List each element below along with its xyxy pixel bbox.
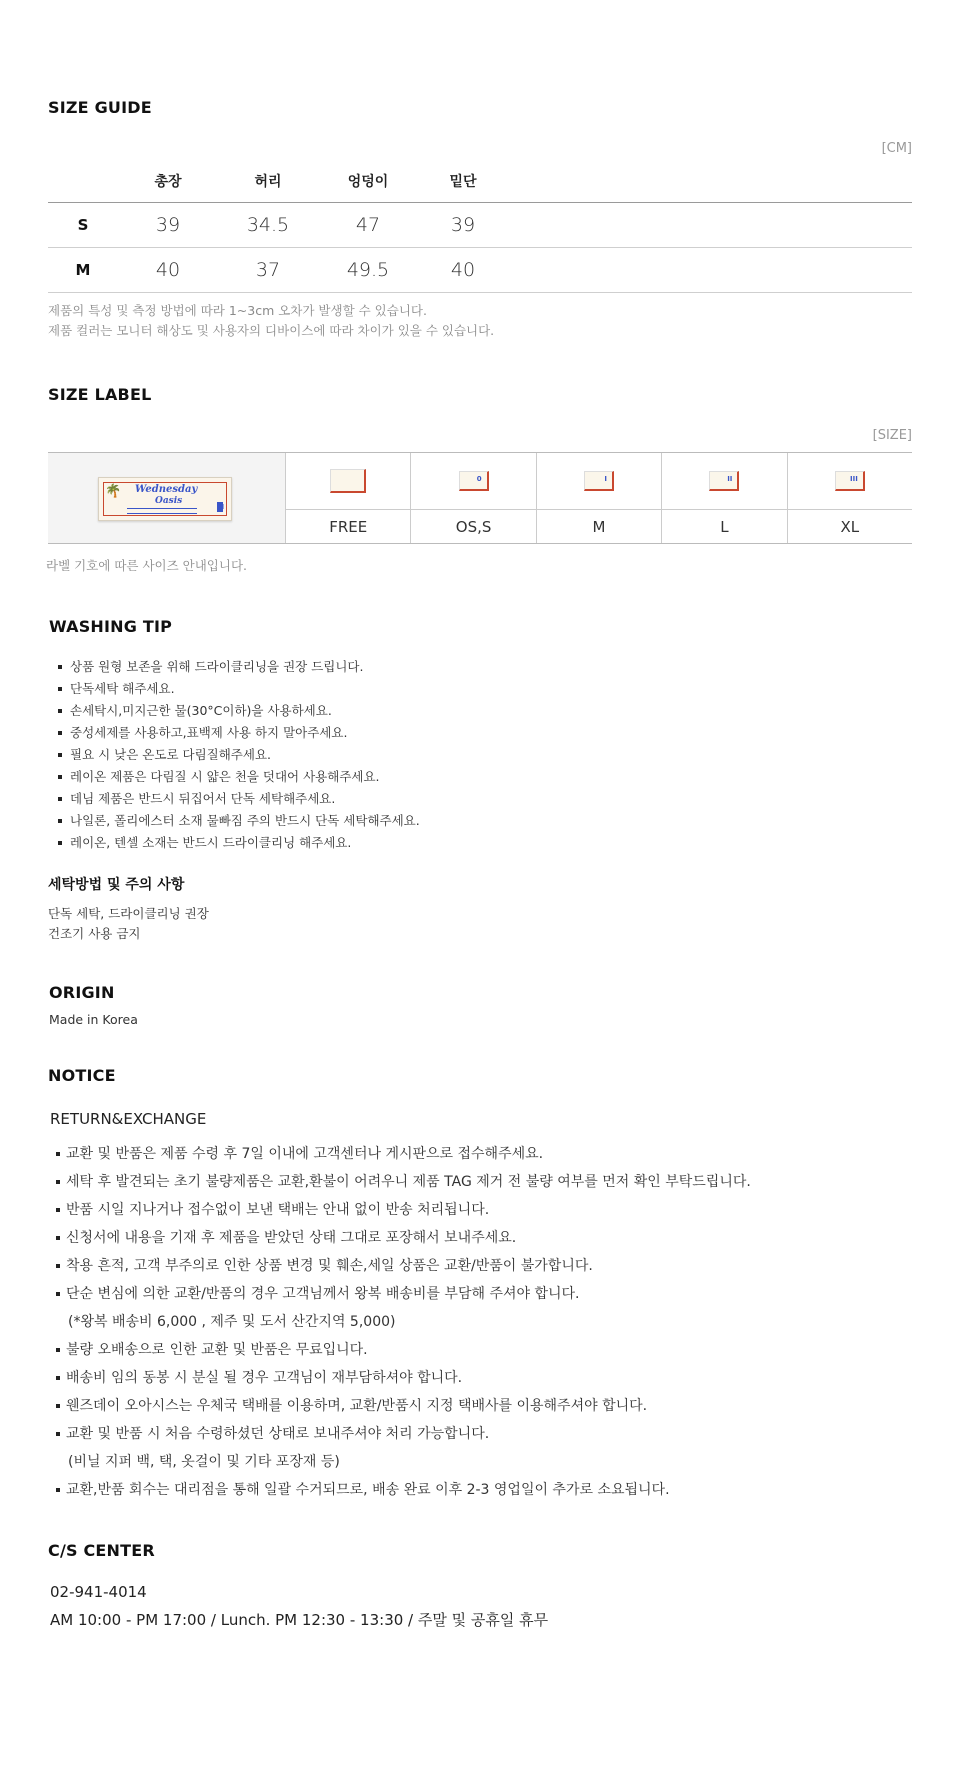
- size-label-col-m: [537, 453, 662, 543]
- care-title: 세탁방법 및 주의 사항: [48, 877, 185, 893]
- table-cell: 37: [218, 247, 318, 292]
- list-item: 웬즈데이 오아시스는 우체국 택배를 이용하며, 교환/반품시 지정 택배사를 이용해주셔야 합니다.: [56, 1392, 751, 1420]
- list-item-note: (*왕복 배송비 6,000 , 제주 및 도서 산간지역 5,000): [68, 1314, 396, 1330]
- table-row-size: M: [48, 247, 118, 292]
- size-guide-note: 제품 컬러는 모니터 해상도 및 사용자의 디바이스에 따라 차이가 있을 수 있습니다.: [48, 323, 495, 338]
- list-item: 교환 및 반품 시 처음 수령하셨던 상태로 보내주셔야 처리 가능합니다.: [56, 1420, 751, 1448]
- size-tag-icon: I: [584, 471, 614, 491]
- table-cell: 49.5: [318, 247, 418, 292]
- size-label-note: 라벨 기호에 따른 사이즈 안내입니다.: [46, 558, 247, 573]
- table-row: [48, 202, 912, 247]
- list-item: 불량 오배송으로 인한 교환 및 반품은 무료입니다.: [56, 1336, 751, 1364]
- list-item: 레이온, 텐셀 소재는 반드시 드라이클리닝 해주세요.: [58, 832, 420, 854]
- table-cell: 39: [118, 202, 218, 247]
- list-item: 신청서에 내용을 기재 후 제품을 받았던 상태 그대로 포장해서 보내주세요.: [56, 1224, 751, 1252]
- size-guide-title: SIZE GUIDE: [48, 98, 152, 117]
- size-table-header-row: [48, 160, 912, 202]
- size-tag-icon: II: [709, 471, 739, 491]
- size-label-table: [48, 452, 912, 544]
- list-item: 착용 흔적, 고객 부주의로 인한 상품 변경 및 훼손,세일 상품은 교환/반품이 불가합니다.: [56, 1252, 751, 1280]
- cs-center-hours: AM 10:00 - PM 17:00 / Lunch. PM 12:30 - 13:30 / 주말 및 공휴일 휴무: [50, 1611, 549, 1629]
- brand-label-wave: [127, 508, 197, 514]
- list-item: 단순 변심에 의한 교환/반품의 경우 고객님께서 왕복 배송비를 부담해 주셔야 합니다.: [56, 1280, 751, 1308]
- cs-center-title: C/S CENTER: [48, 1541, 155, 1560]
- brand-label-line2: Oasis: [155, 496, 183, 506]
- brand-label-tag: [98, 477, 232, 521]
- table-row-size: S: [48, 202, 118, 247]
- size-guide-table: [48, 160, 912, 293]
- list-item: 중성세제를 사용하고,표백제 사용 하지 말아주세요.: [58, 722, 420, 744]
- size-tag-icon: 0: [459, 471, 489, 491]
- care-line: 단독 세탁, 드라이클리닝 권장: [48, 906, 209, 921]
- table-cell: 40: [118, 247, 218, 292]
- list-item: 교환 및 반품은 제품 수령 후 7일 이내에 고객센터나 게시판으로 접수해주세요.: [56, 1140, 751, 1168]
- table-header-cell: 허리: [218, 160, 318, 202]
- list-item-note: (비닐 지퍼 백, 택, 옷걸이 및 기타 포장재 등): [68, 1454, 340, 1470]
- origin-value: Made in Korea: [49, 1012, 138, 1027]
- size-tag-icon: III: [835, 471, 865, 491]
- table-cell: 34.5: [218, 202, 318, 247]
- table-header-cell: [48, 160, 118, 202]
- cs-center-phone: 02-941-4014: [50, 1583, 147, 1601]
- list-item: 반품 시일 지나거나 접수없이 보낸 택배는 안내 없이 반송 처리됩니다.: [56, 1196, 751, 1224]
- care-line: 건조기 사용 금지: [48, 926, 141, 941]
- table-cell: 40: [418, 247, 508, 292]
- washing-tip-title: WASHING TIP: [49, 617, 173, 636]
- origin-title: ORIGIN: [49, 983, 115, 1002]
- size-label-title: SIZE LABEL: [48, 385, 152, 404]
- brand-label-line1: Wednesday: [135, 484, 198, 495]
- list-item: 나일론, 폴리에스터 소재 물빠짐 주의 반드시 단독 세탁해주세요.: [58, 810, 420, 832]
- list-item: 세탁 후 발견되는 초기 불량제품은 교환,환불이 어려우니 제품 TAG 제거 전 불량 여부를 먼저 확인 부탁드립니다.: [56, 1168, 751, 1196]
- palm-tree-icon: 🌴: [105, 484, 122, 499]
- list-item: 교환,반품 회수는 대리점을 통해 일괄 수거되므로, 배송 완료 이후 2-3 영업일이 추가로 소요됩니다.: [56, 1476, 751, 1504]
- size-label-col-free: [286, 453, 411, 543]
- size-guide-notes: [48, 301, 494, 341]
- size-label-col-xl: [788, 453, 912, 543]
- list-item: 데님 제품은 반드시 뒤집어서 단독 세탁해주세요.: [58, 788, 420, 810]
- list-item: 상품 원형 보존을 위해 드라이클리닝을 권장 드립니다.: [58, 656, 420, 678]
- list-item: 단독세탁 해주세요.: [58, 678, 420, 700]
- table-cell-spacer: [508, 247, 912, 292]
- list-item: 레이온 제품은 다림질 시 얇은 천을 덧대어 사용해주세요.: [58, 766, 420, 788]
- size-label-name: L: [720, 517, 729, 536]
- size-label-name: XL: [840, 517, 860, 536]
- table-header-spacer: [508, 160, 912, 202]
- size-tag-icon: [330, 469, 366, 493]
- brand-label-image: [48, 453, 286, 543]
- table-cell-spacer: [508, 202, 912, 247]
- size-label-name: FREE: [329, 517, 368, 536]
- size-guide-note: 제품의 특성 및 측정 방법에 따라 1~3cm 오차가 발생할 수 있습니다.: [48, 303, 427, 318]
- washing-tip-list: [58, 656, 420, 854]
- notice-list: [56, 1140, 751, 1504]
- table-row: [48, 247, 912, 292]
- notice-subtitle: RETURN&EXCHANGE: [50, 1110, 207, 1128]
- list-item: 손세탁시,미지근한 물(30°C이하)을 사용하세요.: [58, 700, 420, 722]
- brand-label-size-mark: III: [218, 503, 225, 511]
- list-item: 배송비 임의 동봉 시 분실 될 경우 고객님이 재부담하셔야 합니다.: [56, 1364, 751, 1392]
- size-label-col-os-s: [411, 453, 536, 543]
- size-label-col-l: [662, 453, 787, 543]
- size-label-name: M: [592, 517, 606, 536]
- table-header-cell: 총장: [118, 160, 218, 202]
- table-header-cell: 밑단: [418, 160, 508, 202]
- size-label-unit: [SIZE]: [872, 428, 912, 443]
- notice-title: NOTICE: [48, 1066, 116, 1085]
- size-label-name: OS,S: [455, 517, 492, 536]
- table-header-cell: 엉덩이: [318, 160, 418, 202]
- table-cell: 47: [318, 202, 418, 247]
- care-lines: [48, 904, 209, 944]
- table-cell: 39: [418, 202, 508, 247]
- size-guide-unit: [CM]: [881, 141, 912, 156]
- list-item: 필요 시 낮은 온도로 다림질해주세요.: [58, 744, 420, 766]
